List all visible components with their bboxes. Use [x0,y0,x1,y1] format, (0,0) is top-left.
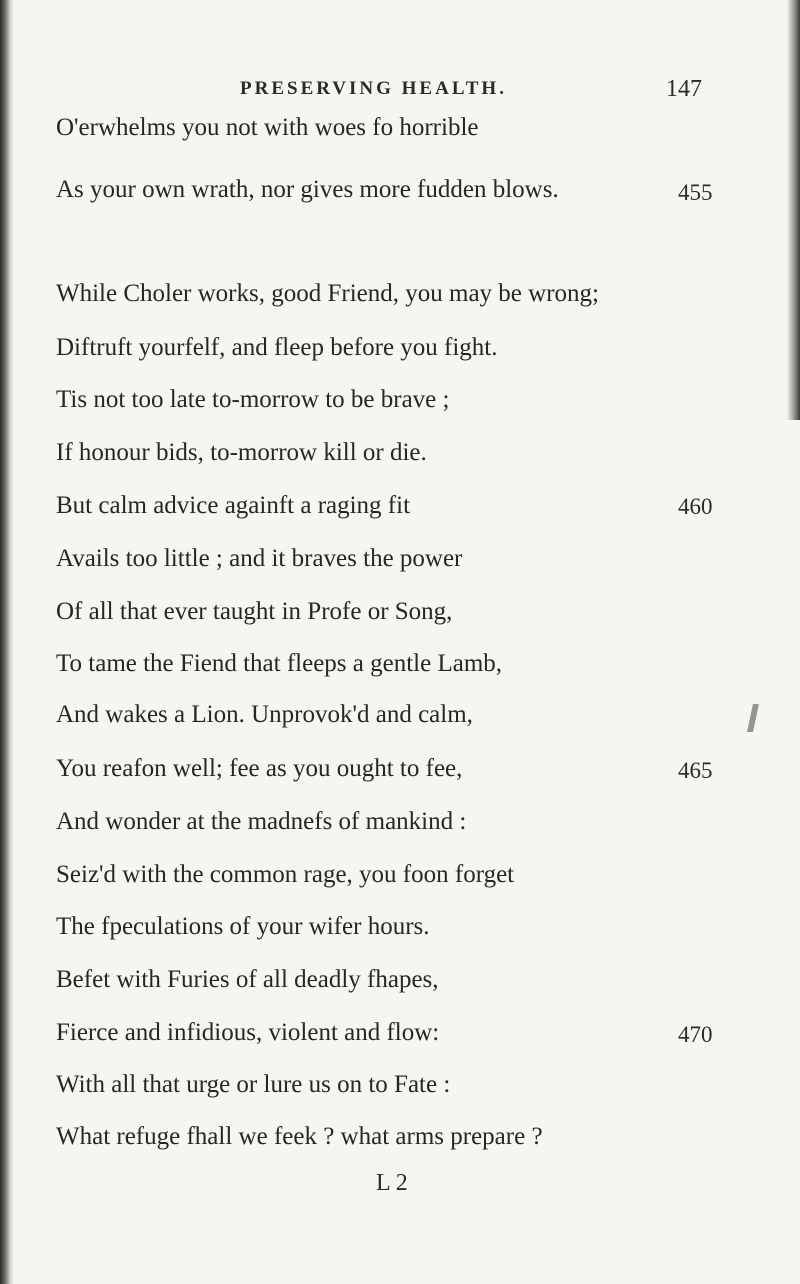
verse-line: Seiz'd with the common rage, you foon forget [56,861,515,888]
running-head: PRESERVING HEALTH. [240,78,507,99]
verse-line: O'erwhelms you not with woes fo horrible [56,114,479,141]
verse-line: As your own wrath, nor gives more fudden blows. [56,176,559,203]
verse-line: While Choler works, good Friend, you may be wrong; [56,280,599,307]
verse-line: Avails too little ; and it braves the power [56,545,463,572]
verse-line: You reafon well; fee as you ought to fee, [56,755,463,782]
line-number-465: 465 [678,758,713,783]
verse-line: With all that urge or lure us on to Fate : [56,1071,451,1098]
verse-line: Tis not too late to-morrow to be brave ; [56,386,450,413]
page-gutter-shadow [0,0,14,1284]
verse-line: To tame the Fiend that fleeps a gentle Lamb, [56,650,503,677]
verse-line: Of all that ever taught in Profe or Song, [56,598,453,625]
verse-line: The fpeculations of your wifer hours. [56,913,430,940]
page-edge-shadow [786,0,800,420]
verse-line: But calm advice againft a raging fit [56,492,411,519]
verse-line: Diftruft yourfelf, and fleep before you fight. [56,334,498,361]
signature-mark: L 2 [376,1170,408,1196]
line-number-460: 460 [678,494,713,519]
page-number: 147 [666,76,702,102]
verse-line: And wakes a Lion. Unprovok'd and calm, [56,701,473,728]
verse-line: If honour bids, to-morrow kill or die. [56,439,427,466]
line-number-455: 455 [678,180,713,205]
verse-line: And wonder at the madnefs of mankind : [56,808,467,835]
line-number-470: 470 [678,1022,713,1047]
margin-ink-mark [747,704,759,732]
verse-line: Befet with Furies of all deadly fhapes, [56,966,439,993]
verse-line: What refuge fhall we feek ? what arms prepare ? [56,1123,543,1150]
verse-line: Fierce and infidious, violent and flow: [56,1019,440,1046]
